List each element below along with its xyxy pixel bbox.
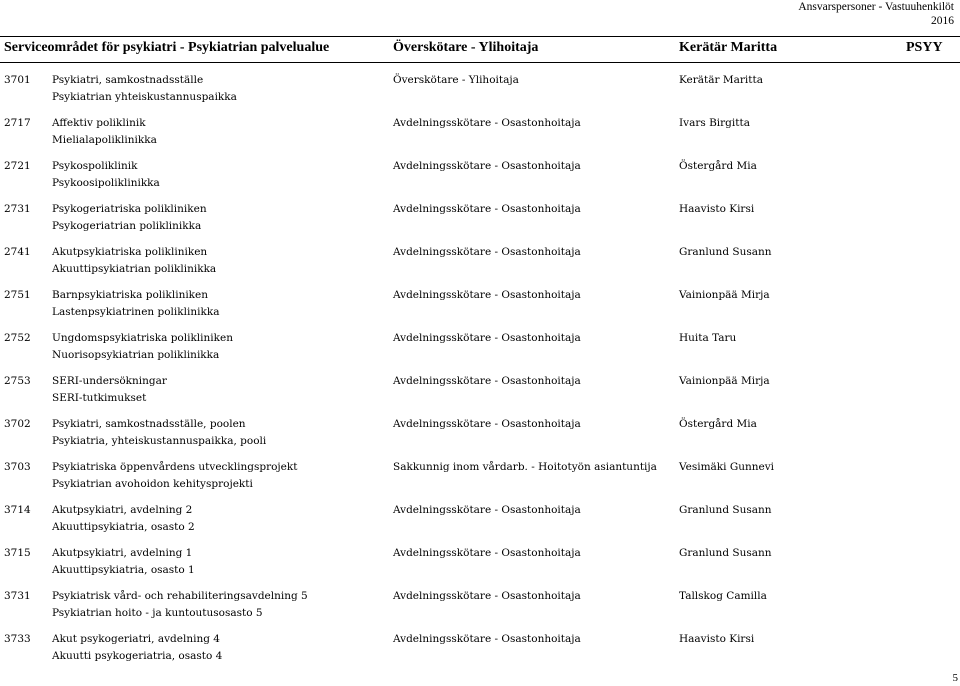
unit-name-fi: Akuutti psykogeriatria, osasto 4: [52, 650, 223, 662]
responsible-person: Östergård Mia: [679, 418, 757, 430]
unit-name-sv: Ungdomspsykiatriska polikliniken: [52, 332, 233, 344]
responsibility-list: [0, 72, 960, 674]
table-row: [0, 115, 960, 158]
unit-name-fi: Lastenpsykiatrinen poliklinikka: [52, 306, 220, 318]
table-row: [0, 502, 960, 545]
unit-name-sv: Psykiatriska öppenvårdens utvecklingsprojekt: [52, 461, 298, 473]
table-row: [0, 287, 960, 330]
responsible-person: Vesimäki Gunnevi: [679, 461, 775, 473]
unit-name-fi: Akuuttipsykiatrian poliklinikka: [52, 263, 217, 275]
job-title: Avdelningsskötare - Osastonhoitaja: [393, 246, 581, 258]
unit-name-sv: Psykiatri, samkostnadsställe, poolen: [52, 418, 246, 430]
header-unit: Serviceområdet för psykiatri - Psykiatrian palvelualue: [4, 40, 330, 55]
cost-center-code: 2752: [4, 332, 31, 344]
cost-center-code: 3731: [4, 590, 31, 602]
responsible-person: Granlund Susann: [679, 504, 772, 516]
cost-center-code: 2717: [4, 117, 31, 129]
unit-name-sv: Barnpsykiatriska polikliniken: [52, 289, 209, 301]
job-title: Avdelningsskötare - Osastonhoitaja: [393, 289, 581, 301]
unit-name-fi: Psykoosipoliklinikka: [52, 177, 160, 189]
table-row: [0, 158, 960, 201]
job-title: Överskötare - Ylihoitaja: [393, 74, 519, 86]
unit-name-fi: Mielialapoliklinikka: [52, 134, 157, 146]
table-row: [0, 545, 960, 588]
document-heading: [798, 0, 954, 28]
unit-name-fi: Psykogeriatrian poliklinikka: [52, 220, 202, 232]
job-title: Avdelningsskötare - Osastonhoitaja: [393, 590, 581, 602]
cost-center-code: 3733: [4, 633, 31, 645]
unit-name-fi: Akuuttipsykiatria, osasto 2: [52, 521, 195, 533]
responsible-person: Vainionpää Mirja: [679, 375, 770, 387]
header-top-rule: [0, 36, 960, 37]
header-code: PSYY: [906, 40, 943, 55]
responsible-person: Haavisto Kirsi: [679, 203, 755, 215]
cost-center-code: 3715: [4, 547, 31, 559]
cost-center-code: 2721: [4, 160, 31, 172]
header-bottom-rule: [0, 62, 960, 63]
responsible-person: Haavisto Kirsi: [679, 633, 755, 645]
unit-name-fi: Akuuttipsykiatria, osasto 1: [52, 564, 195, 576]
unit-name-fi: Psykiatrian avohoidon kehitysprojekti: [52, 478, 253, 490]
responsible-person: Granlund Susann: [679, 547, 772, 559]
unit-name-sv: Psykospoliklinik: [52, 160, 138, 172]
job-title: Avdelningsskötare - Osastonhoitaja: [393, 418, 581, 430]
cost-center-code: 2753: [4, 375, 31, 387]
table-row: [0, 201, 960, 244]
cost-center-code: 3703: [4, 461, 31, 473]
unit-name-sv: Psykiatrisk vård- och rehabiliteringsavdelning 5: [52, 590, 308, 602]
table-row: [0, 631, 960, 674]
unit-name-sv: Akut psykogeriatri, avdelning 4: [52, 633, 220, 645]
cost-center-code: 3714: [4, 504, 31, 516]
document-title: Ansvarspersoner - Vastuuhenkilöt: [798, 1, 954, 13]
job-title: Avdelningsskötare - Osastonhoitaja: [393, 504, 581, 516]
responsible-person: Kerätär Maritta: [679, 74, 763, 86]
unit-name-fi: Psykiatria, yhteiskustannuspaikka, pooli: [52, 435, 267, 447]
job-title: Avdelningsskötare - Osastonhoitaja: [393, 633, 581, 645]
section-header: [0, 38, 960, 58]
unit-name-sv: Akutpsykiatriska polikliniken: [52, 246, 208, 258]
unit-name-sv: Akutpsykiatri, avdelning 2: [52, 504, 193, 516]
table-row: [0, 72, 960, 115]
cost-center-code: 2741: [4, 246, 31, 258]
cost-center-code: 2731: [4, 203, 31, 215]
job-title: Avdelningsskötare - Osastonhoitaja: [393, 203, 581, 215]
unit-name-sv: Akutpsykiatri, avdelning 1: [52, 547, 193, 559]
unit-name-sv: Psykogeriatriska polikliniken: [52, 203, 207, 215]
table-row: [0, 373, 960, 416]
unit-name-sv: Affektiv poliklinik: [52, 117, 146, 129]
header-title: Överskötare - Ylihoitaja: [393, 40, 539, 55]
header-person: Kerätär Maritta: [679, 40, 778, 55]
responsible-person: Granlund Susann: [679, 246, 772, 258]
responsible-person: Tallskog Camilla: [679, 590, 767, 602]
unit-name-fi: Nuorisopsykiatrian poliklinikka: [52, 349, 220, 361]
table-row: [0, 330, 960, 373]
table-row: [0, 416, 960, 459]
job-title: Avdelningsskötare - Osastonhoitaja: [393, 547, 581, 559]
unit-name-fi: Psykiatrian yhteiskustannuspaikka: [52, 91, 237, 103]
job-title: Avdelningsskötare - Osastonhoitaja: [393, 160, 581, 172]
table-row: [0, 244, 960, 287]
table-row: [0, 459, 960, 502]
responsible-person: Huita Taru: [679, 332, 737, 344]
job-title: Avdelningsskötare - Osastonhoitaja: [393, 375, 581, 387]
unit-name-sv: SERI-undersökningar: [52, 375, 167, 387]
responsible-person: Ivars Birgitta: [679, 117, 750, 129]
table-row: [0, 588, 960, 631]
unit-name-fi: Psykiatrian hoito - ja kuntoutusosasto 5: [52, 607, 263, 619]
page-number: 5: [952, 672, 958, 684]
cost-center-code: 3702: [4, 418, 31, 430]
unit-name-sv: Psykiatri, samkostnadsställe: [52, 74, 204, 86]
cost-center-code: 2751: [4, 289, 31, 301]
responsible-person: Vainionpää Mirja: [679, 289, 770, 301]
cost-center-code: 3701: [4, 74, 31, 86]
job-title: Sakkunnig inom vårdarb. - Hoitotyön asiantuntija: [393, 461, 657, 473]
job-title: Avdelningsskötare - Osastonhoitaja: [393, 332, 581, 344]
job-title: Avdelningsskötare - Osastonhoitaja: [393, 117, 581, 129]
responsible-person: Östergård Mia: [679, 160, 757, 172]
unit-name-fi: SERI-tutkimukset: [52, 392, 147, 404]
document-year: 2016: [931, 15, 954, 27]
